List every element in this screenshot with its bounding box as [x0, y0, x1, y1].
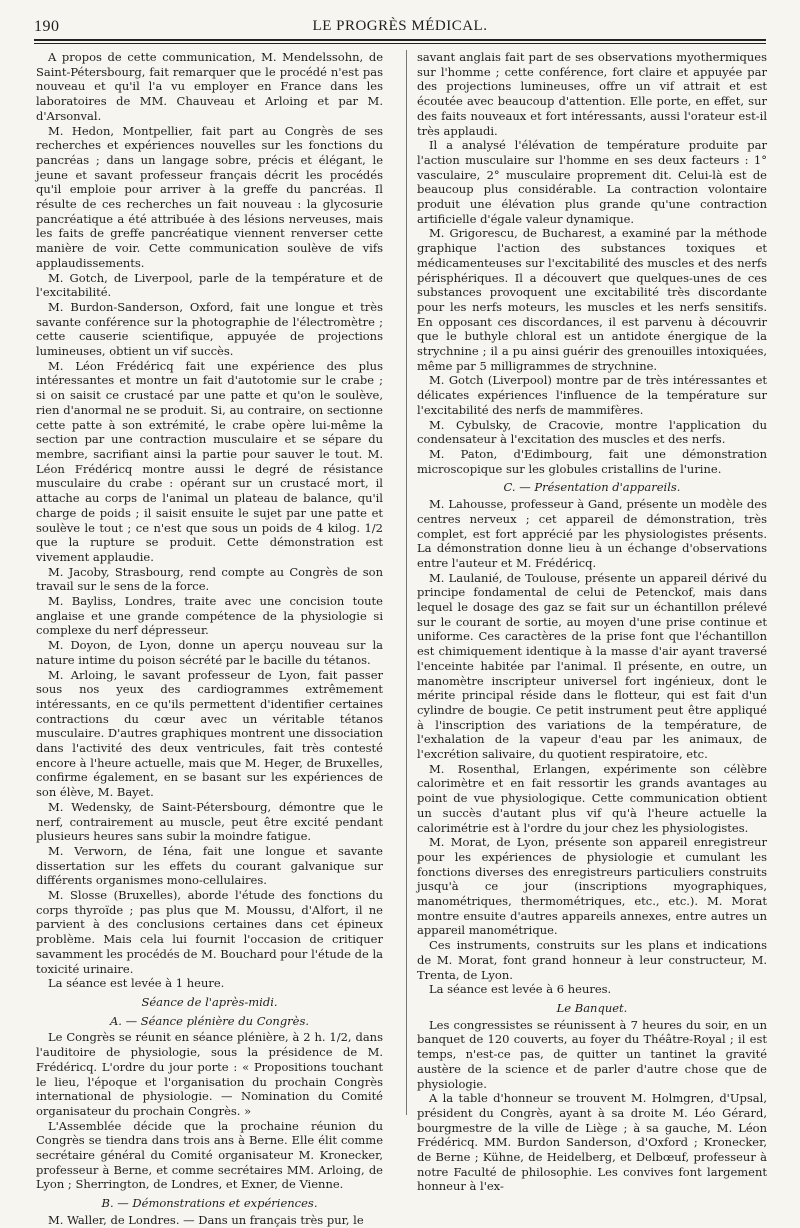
page-header — [34, 14, 766, 36]
header-rule-thin — [34, 43, 766, 44]
paragraph: M. Léon Frédéricq fait une expérience des plus intéressantes et montre un fait d'autotomie sur le crabe ; si on saisit ce crustacé par une patte et qu'on le soulève, rien d'anormal ne se produit. Si, au contraire, on sectionne cette patte à son extrémité, le crabe opère lui-même la section par une contraction musculaire et se sépare du membre, sacrifiant ainsi la partie pour sauver le tout. M. Léon Frédéricq montre aussi le degré de résistance musculaire du crabe : opérant sur un crustacé mort, il attache au corps de l'animal un plateau de balance, qu'il charge de poids ; il saisit ensuite le sujet par une patte et soulève le tout ; ce n'est que sous un poids de 4 kilog. 1/2 que la rupture se produit. Cette démonstration est vivement applaudie. — [36, 358, 383, 564]
paragraph: savant anglais fait part de ses observations myothermiques sur l'homme ; cette conférence, fort claire et appuyée par des projections lumineuses, offre un vif attrait et est écoutée avec beaucoup d'attention. Elle porte, en effet, sur des faits nouveaux et fort intéressants, aussi l'orateur est-il très applaudi. — [417, 50, 767, 138]
paragraph: M. Slosse (Bruxelles), aborde l'étude des fonctions du corps thyroïde ; pas plus que M. Moussu, d'Alfort, il ne parvient à des conclusions certaines dans cet épineux problème. Mais cela lui fournit l'occasion de critiquer savamment les procédés de M. Bouchard pour l'étude de la toxicité urinaire. — [36, 888, 383, 976]
paragraph: L'Assemblée décide que la prochaine réunion du Congrès se tiendra dans trois ans à Berne. Elle élit comme secrétaire général du Comité organisateur M. Kronecker, professeur à Berne, et comme secrétaires MM. Arloing, de Lyon ; Sherrington, de Londres, et Exner, de Vienne. — [36, 1118, 383, 1192]
paragraph: A la table d'honneur se trouvent M. Holmgren, d'Upsal, président du Congrès, ayant à sa droite M. Léo Gérard, bourgmestre de la ville de Liège ; à sa gauche, M. Léon Frédéricq. MM. Burdon Sanderson, d'Oxford ; Kronecker, de Berne ; Kühne, de Heidelberg, et Delbœuf, professeur à notre Faculté de philosophie. Les convives font largement honneur à l'ex- — [417, 1091, 767, 1194]
paragraph: M. Grigorescu, de Bucharest, a examiné par la méthode graphique l'action des substances toxiques et médicamenteuses sur l'excitabilité des muscles et des nerfs périsphériques. Il a découvert que quelques-unes de ces substances provoquent une excitabilité très discordante pour les nerfs moteurs, les muscles et les nerfs sensitifs. En opposant ces discordances, il est parvenu à découvrir que le buthyle chloral est un antidote énergique de la strychnine ; il a pu ainsi guérir des grenouilles intoxiquées, même par 5 milligrammes de strychnine. — [417, 226, 767, 373]
section-heading-banquet: Le Banquet. — [556, 1001, 628, 1015]
paragraph: M. Waller, de Londres. — Dans un français très pur, le — [48, 1212, 364, 1227]
paragraph: La séance est levée à 1 heure. — [48, 976, 225, 991]
paragraph: M. Hedon, Montpellier, fait part au Congrès de ses recherches et expériences nouvelles sur les fonctions du pancréas ; dans un langage sobre, précis et élégant, le jeune et savant professeur français décrit les procédés qu'il emploie pour arriver à la greffe du pancréas. Il résulte de ces recherches un fait nouveau : la glycosurie pancréatique a été attribuée à des lésions nerveuses, mais les faits de greffe pancréatique viennent renverser cette manière de voir. Cette communication soulève de vifs applaudissements. — [36, 123, 383, 270]
paragraph: M. Verworn, de Iéna, fait une longue et savante dissertation sur les effets du courant galvanique sur différents organismes mono-cellulaires. — [36, 843, 383, 888]
paragraph: A propos de cette communication, M. Mendelssohn, de Saint-Pétersbourg, fait remarquer que le procédé n'est pas nouveau et qu'il l'a vu employer en France dans les laboratoires de MM. Chauveau et Arloing et par M. d'Arsonval. — [36, 50, 383, 123]
paragraph: M. Burdon-Sanderson, Oxford, fait une longue et très savante conférence sur la photographie de l'électromètre ; cette causerie scientifique, appuyée de projections lumineuses, obtient un vif succès. — [36, 299, 383, 359]
header-rule — [34, 39, 766, 41]
right-column — [417, 50, 767, 1194]
paragraph: M. Jacoby, Strasbourg, rend compte au Congrès de son travail sur le sens de la force. — [36, 564, 383, 594]
paragraph: Ces instruments, construits sur les plans et indications de M. Morat, font grand honneur à leur constructeur, M. Trenta, de Lyon. — [417, 938, 767, 982]
subsection-heading-b: B. — Démonstrations et expériences. — [101, 1196, 318, 1211]
paragraph: M. Morat, de Lyon, présente son appareil enregistreur pour les expériences de physiologie et cumulant les fonctions diverses des enregistreurs particuliers construits jusqu'à ce jour (inscriptions myographiques, manométriques, thermométriques, etc., etc.). M. Morat montre ensuite d'autres appareils annexes, entre autres un appareil manométrique. — [417, 835, 767, 938]
subsection-heading-a: A. — Séance plénière du Congrès. — [109, 1013, 310, 1028]
paragraph: M. Rosenthal, Erlangen, expérimente son célèbre calorimètre et en fait ressortir les grands avantages au point de vue physiologique. Cette communication obtient un succès d'autant plus vif qu'à l'heure actuelle la calorimétrie est à l'ordre du jour chez les physiologistes. — [417, 761, 767, 835]
paragraph: M. Wedensky, de Saint-Pétersbourg, démontre que le nerf, contrairement au muscle, peut être excité pendant plusieurs heures sans subir la moindre fatigue. — [36, 799, 383, 844]
subsection-heading-c: C. — Présentation d'appareils. — [503, 480, 681, 495]
paragraph: M. Doyon, de Lyon, donne un aperçu nouveau sur la nature intime du poison sécrété par le bacille du tétanos. — [36, 638, 383, 667]
paragraph: M. Paton, d'Edimbourg, fait une démonstration microscopique sur les globules cristallins de l'urine. — [417, 446, 767, 476]
paragraph: M. Laulanié, de Toulouse, présente un appareil dérivé du principe fondamental de celui de Petenckof, mais dans lequel le dosage des gaz se fait sur un échantillon prélevé sur le courant de sortie, au moyen d'une prise continue et uniforme. Ces caractères de la prise font que l'échantillon est chimiquement identique à la masse d'air ayant traversé l'enceinte habitée par l'animal. Il présente, en outre, un manomètre inscripteur universel fort ingénieux, dont le mérite principal réside dans le flotteur, qui est fait d'un cylindre de bougie. Ce petit instrument peut être appliqué à l'inscription des variations de la température, de l'exhalation de la vapeur d'eau par les animaux, de l'excrétion salivaire, du quotient respiratoire, etc. — [417, 570, 767, 762]
left-column — [36, 50, 383, 1228]
paragraph: M. Gotch (Liverpool) montre par de très intéressantes et délicates expériences l'influence de la température sur l'excitabilité des nerfs de mammifères. — [417, 373, 767, 417]
paragraph: Les congressistes se réunissent à 7 heures du soir, en un banquet de 120 couverts, au foyer du Théâtre-Royal ; il est temps, n'est-ce pas, de quitter un tantinet la gravité austère de la science et de parler d'autre chose que de physiologie. — [417, 1017, 767, 1091]
section-heading-afternoon: Séance de l'après-midi. — [141, 995, 278, 1009]
paragraph: M. Arloing, le savant professeur de Lyon, fait passer sous nos yeux des cardiogrammes extrêmement intéressants, en ce qu'ils permettent d'identifier certaines contractions du cœur avec un véritable tétanos musculaire. D'autres graphiques montrent une dissociation dans l'activité des deux ventricules, fait très contesté encore à l'heure actuelle, mais que M. Heger, de Bruxelles, confirme également, en se basant sur les expériences de son élève, M. Bayet. — [36, 667, 383, 800]
journal-title: LE PROGRÈS MÉDICAL. — [312, 18, 488, 34]
page-number: 190 — [34, 18, 60, 35]
column-divider — [406, 50, 407, 1115]
paragraph: La séance est levée à 6 heures. — [429, 982, 612, 997]
paragraph: M. Gotch, de Liverpool, parle de la température et de l'excitabilité. — [36, 270, 383, 300]
paragraph: Il a analysé l'élévation de température produite par l'action musculaire sur l'homme en ses deux facteurs : 1° vasculaire, 2° musculaire proprement dit. Celui-là est de beaucoup plus considérable. La contraction volontaire produit une élévation plus grande qu'une contraction artificielle d'égale valeur dynamique. — [417, 138, 767, 226]
paragraph: M. Lahousse, professeur à Gand, présente un modèle des centres nerveux ; cet appareil de démonstration, très complet, est fort apprécié par les physiologistes présents. La démonstration donne lieu à un échange d'observations entre l'auteur et M. Frédéricq. — [417, 497, 767, 570]
paragraph: M. Bayliss, Londres, traite avec une concision toute anglaise et une grande compétence de la physiologie si complexe du nerf dépresseur. — [36, 594, 383, 638]
paragraph: Le Congrès se réunit en séance plénière, à 2 h. 1/2, dans l'auditoire de physiologie, sous la présidence de M. Frédéricq. L'ordre du jour porte : « Propositions touchant le lieu, l'époque et l'organisation du prochain Congrès international de physiologie. — Nomination du Comité organisateur du prochain Congrès. » — [36, 1030, 383, 1118]
paragraph: M. Cybulsky, de Cracovie, montre l'application du condensateur à l'excitation des muscles et des nerfs. — [417, 417, 767, 447]
